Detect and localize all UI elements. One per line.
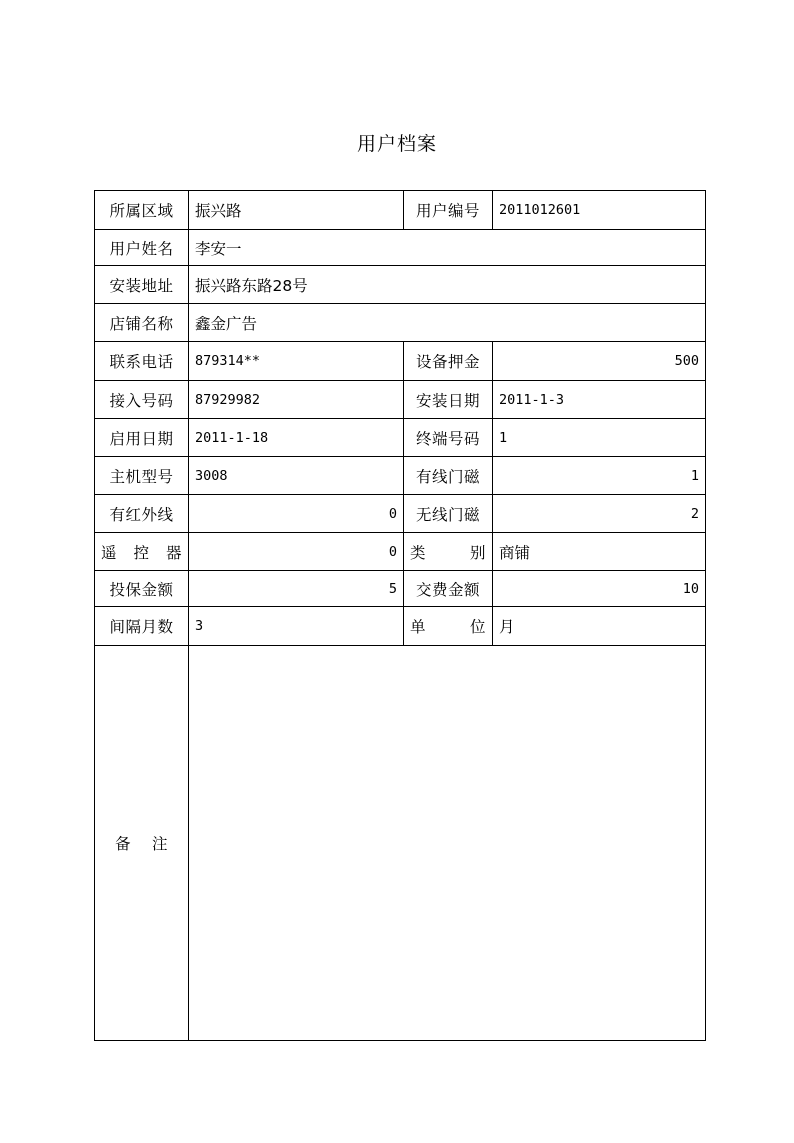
category-value: 商铺	[493, 533, 706, 571]
host-model-label: 主机型号	[95, 457, 189, 495]
access-number-label: 接入号码	[95, 381, 189, 419]
remarks-value	[189, 646, 706, 1041]
user-id-value: 2011012601	[493, 191, 706, 230]
user-id-label: 用户编号	[404, 191, 493, 230]
interval-months-label: 间隔月数	[95, 607, 189, 646]
category-label: 类别	[404, 533, 493, 571]
table-row	[95, 495, 706, 533]
infrared-value: 0	[189, 495, 404, 533]
deposit-value: 500	[493, 342, 706, 381]
remote-control-label: 遥控器	[95, 533, 189, 571]
wired-door-sensor-label: 有线门磁	[404, 457, 493, 495]
interval-months-value: 3	[189, 607, 404, 646]
table-row	[95, 230, 706, 266]
region-label: 所属区域	[95, 191, 189, 230]
table-row	[95, 266, 706, 304]
phone-value: 879314**	[189, 342, 404, 381]
table-row	[95, 457, 706, 495]
payment-amount-label: 交费金额	[404, 571, 493, 607]
insured-amount-value: 5	[189, 571, 404, 607]
unit-label: 单位	[404, 607, 493, 646]
payment-amount-value: 10	[493, 571, 706, 607]
shop-name-value: 鑫金广告	[189, 304, 706, 342]
table-row	[95, 191, 706, 230]
remarks-label: 备注	[95, 646, 189, 1041]
table-row	[95, 607, 706, 646]
deposit-label: 设备押金	[404, 342, 493, 381]
wireless-door-sensor-label: 无线门磁	[404, 495, 493, 533]
terminal-number-value: 1	[493, 419, 706, 457]
install-address-label: 安装地址	[95, 266, 189, 304]
unit-value: 月	[493, 607, 706, 646]
wired-door-sensor-value: 1	[493, 457, 706, 495]
table-row	[95, 571, 706, 607]
install-date-value: 2011-1-3	[493, 381, 706, 419]
table-row	[95, 381, 706, 419]
insured-amount-label: 投保金额	[95, 571, 189, 607]
table-row	[95, 342, 706, 381]
table-row	[95, 646, 706, 1041]
remote-control-value: 0	[189, 533, 404, 571]
region-value: 振兴路	[189, 191, 404, 230]
user-name-value: 李安一	[189, 230, 706, 266]
start-date-value: 2011-1-18	[189, 419, 404, 457]
phone-label: 联系电话	[95, 342, 189, 381]
table-row	[95, 304, 706, 342]
table-row	[95, 419, 706, 457]
table-row	[95, 533, 706, 571]
install-address-value: 振兴路东路28号	[189, 266, 706, 304]
shop-name-label: 店铺名称	[95, 304, 189, 342]
user-record-table	[94, 190, 706, 1041]
terminal-number-label: 终端号码	[404, 419, 493, 457]
start-date-label: 启用日期	[95, 419, 189, 457]
wireless-door-sensor-value: 2	[493, 495, 706, 533]
access-number-value: 87929982	[189, 381, 404, 419]
infrared-label: 有红外线	[95, 495, 189, 533]
install-date-label: 安装日期	[404, 381, 493, 419]
page-title: 用户档案	[356, 133, 437, 155]
host-model-value: 3008	[189, 457, 404, 495]
user-name-label: 用户姓名	[95, 230, 189, 266]
